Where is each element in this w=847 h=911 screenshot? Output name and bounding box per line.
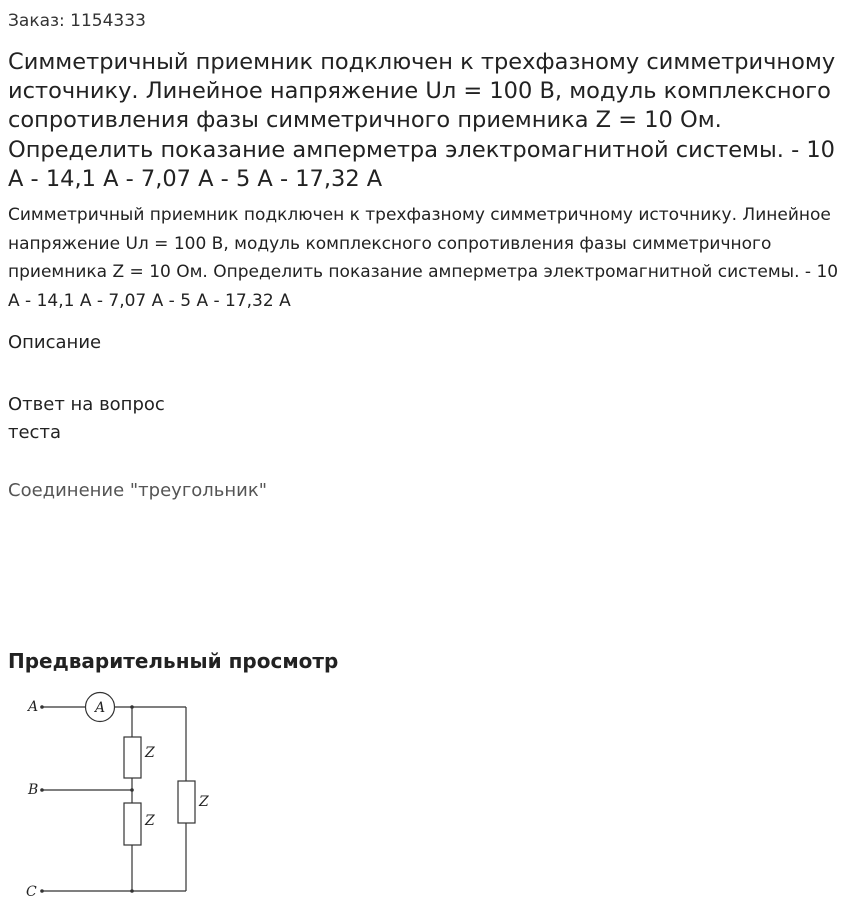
ammeter-label: A	[94, 700, 106, 716]
resistor-label-ac: Z	[199, 794, 209, 810]
node-label-c: C	[26, 884, 37, 900]
answer-label: Ответ на вопрос теста	[8, 394, 165, 443]
order-number: Заказ: 1154333	[8, 11, 146, 31]
node-label-a: A	[28, 699, 39, 715]
junction-a	[130, 705, 134, 709]
resistor-label-ab: Z	[145, 745, 155, 761]
terminal-b	[40, 788, 44, 792]
answer-value: Соединение "треугольник"	[8, 480, 268, 501]
resistor-ac	[178, 781, 195, 823]
terminal-c	[40, 889, 44, 893]
resistor-bc	[124, 803, 141, 845]
junction-c	[130, 889, 134, 893]
terminal-a	[40, 705, 44, 709]
resistor-label-bc: Z	[145, 813, 155, 829]
circuit-diagram	[0, 680, 240, 911]
description-heading: Описание	[8, 332, 102, 353]
resistor-ab	[124, 737, 141, 778]
task-text: Симметричный приемник подключен к трехфазному симметричному источнику. Линейное напряжение Uл = 100 В, модуль комплексного сопротивления фазы симметричного приемника Z = 10 Ом. Определить показание амперметра электромагнитной системы. - 10 А - 14,1 А - 7,07 А - 5 А - 17,32 А	[8, 205, 839, 311]
junction-b	[130, 788, 134, 792]
node-label-b: B	[28, 782, 39, 798]
preview-heading: Предварительный просмотр	[8, 649, 339, 673]
page-title: Симметричный приемник подключен к трехфазному симметричному источнику. Линейное напряжение Uл = 100 В, модуль комплексного сопротивления фазы симметричного приемника Z = 10 Ом. Определить показание амперметра электромагнитной системы. - 10 А - 14,1 А - 7,07 А - 5 А - 17,32 А	[8, 49, 836, 192]
